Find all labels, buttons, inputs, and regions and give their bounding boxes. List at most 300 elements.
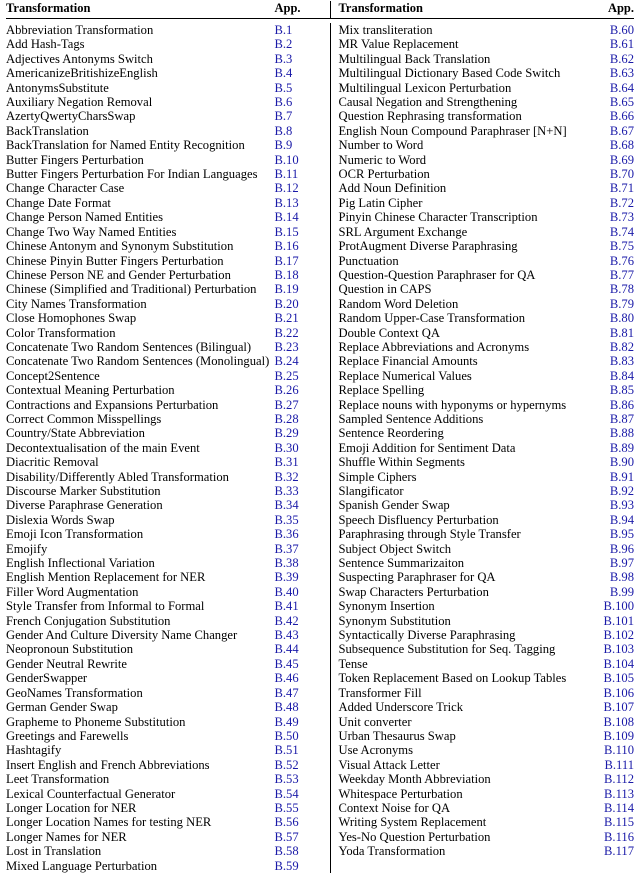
transformation-name: Use Acronyms [338,743,413,758]
transformation-name: AmericanizeBritishizeEnglish [6,66,158,81]
appendix-link[interactable]: B.38 [274,556,299,571]
table-row [6,686,330,700]
table-row [338,311,634,325]
appendix-link[interactable]: B.18 [274,267,299,282]
transformation-name: Change Date Format [6,195,111,210]
table-row [338,167,634,181]
appendix-link[interactable]: B.42 [274,613,299,628]
transformation-name: Leet Transformation [6,772,110,787]
table-row [6,498,330,512]
appendix-link[interactable]: B.116 [604,829,634,844]
table-row [338,196,634,210]
table-row [338,758,634,772]
appendix-link[interactable]: B.40 [274,584,299,599]
transformation-name: Synonym Substitution [338,613,451,628]
appendix-link[interactable]: B.63 [609,66,634,81]
table-row [338,801,634,815]
table-row [338,412,634,426]
appendix-link[interactable]: B.103 [603,642,634,657]
appendix-link[interactable]: B.106 [603,685,634,700]
transformation-name: Tense [338,656,368,671]
appendix-link[interactable]: B.46 [274,671,299,686]
table-row [6,743,330,757]
appendix-link[interactable]: B.115 [604,815,634,830]
table-row [6,326,330,340]
appendix-link[interactable]: B.66 [609,109,634,124]
appendix-link[interactable]: B.98 [609,570,634,585]
transformation-name: Question in CAPS [338,282,432,297]
table-row [6,628,330,642]
appendix-link[interactable]: B.39 [274,570,299,585]
table-row [6,181,330,195]
table-row [338,498,634,512]
transformation-name: Emoji Addition for Sentiment Data [338,440,516,455]
table-row [338,642,634,656]
table-row [6,412,330,426]
transformation-name: Sentence Reordering [338,426,444,441]
table-row [6,859,330,873]
transformation-name: Neopronoun Substitution [6,642,133,657]
transformation-name: Greetings and Farewells [6,728,129,743]
appendix-link[interactable]: B.108 [603,714,634,729]
table-row [338,426,634,440]
transformation-name: Filler Word Augmentation [6,584,139,599]
appendix-link[interactable]: B.45 [274,656,299,671]
appendix-link[interactable]: B.7 [274,109,293,124]
transformation-name: Chinese (Simplified and Traditional) Perturbation [6,282,257,297]
appendix-link[interactable]: B.8 [274,123,293,138]
transformation-name: Grapheme to Phoneme Substitution [6,714,186,729]
appendix-link[interactable]: B.67 [609,123,634,138]
table-row [6,354,330,368]
transformation-name: Numeric to Word [338,152,427,167]
appendix-link[interactable]: B.20 [274,296,299,311]
appendix-link[interactable]: B.61 [609,37,634,52]
appendix-link[interactable]: B.52 [274,757,299,772]
table-row [338,354,634,368]
table-row [338,52,634,66]
transformation-name: Whitespace Perturbation [338,786,463,801]
transformation-name: Swap Characters Perturbation [338,584,489,599]
appendix-link[interactable]: B.95 [609,527,634,542]
transformation-name: Change Two Way Named Entities [6,224,177,239]
transformation-name: OCR Perturbation [338,167,430,182]
appendix-link[interactable]: B.79 [609,296,634,311]
appendix-link[interactable]: B.78 [609,282,634,297]
appendix-link[interactable]: B.22 [274,325,299,340]
appendix-link[interactable]: B.1 [274,23,293,37]
appendix-link[interactable]: B.9 [274,138,293,153]
transformation-name: Replace Abbreviations and Acronyms [338,339,530,354]
table-row [6,570,330,584]
appendix-link[interactable]: B.2 [274,37,293,52]
transformation-name: Change Person Named Entities [6,210,164,225]
appendix-link[interactable]: B.54 [274,786,299,801]
transformation-name: Concept2Sentence [6,368,100,383]
appendix-link[interactable]: B.96 [609,541,634,556]
table-row [6,167,330,181]
appendix-link[interactable]: B.110 [604,743,634,758]
appendix-link[interactable]: B.86 [609,397,634,412]
appendix-link[interactable]: B.5 [274,80,293,95]
table-row [338,369,634,383]
transformation-name: Contractions and Expansions Perturbation [6,397,219,412]
transformation-name: Correct Common Misspellings [6,411,162,426]
table-row [338,95,634,109]
transformation-name: Chinese Person NE and Gender Perturbation [6,267,231,282]
table-row [338,729,634,743]
appendix-link[interactable]: B.100 [603,599,634,614]
appendix-link[interactable]: B.84 [609,368,634,383]
table-row [6,513,330,527]
transformation-name: Butter Fingers Perturbation For Indian Languages [6,167,258,182]
appendix-link[interactable]: B.14 [274,210,299,225]
transformation-name: Concatenate Two Random Sentences (Monolingual) [6,354,270,369]
table-row [338,715,634,729]
transformation-name: Emoji Icon Transformation [6,527,144,542]
transformation-name: Longer Location Names for testing NER [6,815,212,830]
table-row [6,542,330,556]
table-row [338,513,634,527]
right-column [330,23,634,873]
table-row [6,153,330,167]
table-row [6,787,330,801]
transformation-name: City Names Transformation [6,296,147,311]
appendix-link[interactable]: B.23 [274,339,299,354]
transformation-name: GeoNames Transformation [6,685,143,700]
transformation-name: Replace Numerical Values [338,368,472,383]
appendix-link[interactable]: B.71 [609,181,634,196]
appendix-link[interactable]: B.41 [274,599,299,614]
appendix-link[interactable]: B.102 [603,628,634,643]
table-row [6,109,330,123]
appendix-link[interactable]: B.77 [609,267,634,282]
appendix-link[interactable]: B.49 [274,714,299,729]
appendix-link[interactable]: B.87 [609,411,634,426]
appendix-link[interactable]: B.3 [274,51,293,66]
appendix-link[interactable]: B.93 [609,498,634,513]
appendix-link[interactable]: B.32 [274,469,299,484]
transformation-name: French Conjugation Substitution [6,613,171,628]
transformation-name: Mixed Language Perturbation [6,858,158,873]
transformation-name: Subsequence Substitution for Seq. Tagging [338,642,556,657]
table-header [6,1,634,19]
transformation-name: Added Underscore Trick [338,700,464,715]
transformation-name: Paraphrasing through Style Transfer [338,527,521,542]
transformation-name: Longer Names for NER [6,829,127,844]
appendix-link[interactable]: B.91 [609,469,634,484]
table-row [338,527,634,541]
transformation-name: Insert English and French Abbreviations [6,757,210,772]
appendix-link[interactable]: B.29 [274,426,299,441]
appendix-link[interactable]: B.55 [274,800,299,815]
table-row [6,484,330,498]
table-row [6,671,330,685]
appendix-link[interactable]: B.59 [274,858,299,873]
table-row [338,844,634,858]
table-row [338,138,634,152]
table-row [6,196,330,210]
transformation-name: SRL Argument Exchange [338,224,468,239]
table-row [338,81,634,95]
transformation-name: Contextual Meaning Perturbation [6,383,175,398]
transformation-name: Chinese Pinyin Butter Fingers Perturbation [6,253,224,268]
transformation-name: Visual Attack Letter [338,757,440,772]
transformation-name: Multilingual Dictionary Based Code Switch [338,66,561,81]
table-row [6,599,330,613]
table-row [338,470,634,484]
transformation-name: Token Replacement Based on Lookup Tables [338,671,567,686]
appendix-link[interactable]: B.76 [609,253,634,268]
appendix-link[interactable]: B.4 [274,66,293,81]
table-row [338,297,634,311]
appendix-link[interactable]: B.85 [609,383,634,398]
appendix-link[interactable]: B.56 [274,815,299,830]
table-row [338,383,634,397]
appendix-link[interactable]: B.80 [609,311,634,326]
appendix-link[interactable]: B.117 [604,844,634,859]
transformations-table [6,1,634,873]
table-row [6,66,330,80]
table-row [338,628,634,642]
appendix-link[interactable]: B.25 [274,368,299,383]
appendix-link[interactable]: B.6 [274,95,293,110]
transformation-name: Concatenate Two Random Sentences (Bilingual) [6,339,252,354]
appendix-link[interactable]: B.43 [274,628,299,643]
transformation-name: AzertyQwertyCharsSwap [6,109,136,124]
transformation-name: Number to Word [338,138,424,153]
table-row [338,326,634,340]
appendix-link[interactable]: B.44 [274,642,299,657]
transformation-name: Adjectives Antonyms Switch [6,51,153,66]
table-row [338,599,634,613]
appendix-link[interactable]: B.92 [609,484,634,498]
appendix-link[interactable]: B.82 [609,339,634,354]
table-row [6,657,330,671]
header-transformation-left: Transformation [6,1,91,15]
appendix-link[interactable]: B.62 [609,51,634,66]
transformation-name: Writing System Replacement [338,815,487,830]
appendix-link[interactable]: B.15 [274,224,299,239]
transformation-name: Syntactically Diverse Paraphrasing [338,628,516,643]
appendix-link[interactable]: B.58 [274,844,299,859]
header-app-left: App. [274,1,301,15]
appendix-link[interactable]: B.107 [603,700,634,715]
appendix-link[interactable]: B.51 [274,743,299,758]
appendix-link[interactable]: B.27 [274,397,299,412]
table-row [6,37,330,51]
appendix-link[interactable]: B.17 [274,253,299,268]
transformation-name: Random Word Deletion [338,296,459,311]
transformation-name: English Noun Compound Paraphraser [N+N] [338,123,567,138]
transformation-name: Dislexia Words Swap [6,512,115,527]
appendix-link[interactable]: B.89 [609,440,634,455]
appendix-link[interactable]: B.83 [609,354,634,369]
appendix-link[interactable]: B.94 [609,512,634,527]
appendix-link[interactable]: B.72 [609,195,634,210]
table-row [338,254,634,268]
appendix-link[interactable]: B.48 [274,700,299,715]
table-row [338,585,634,599]
table-row [338,455,634,469]
table-row [6,383,330,397]
appendix-link[interactable]: B.88 [609,426,634,441]
appendix-link[interactable]: B.113 [604,786,634,801]
appendix-link[interactable]: B.21 [274,311,299,326]
table-row [338,340,634,354]
transformation-name: Suspecting Paraphraser for QA [338,570,496,585]
transformation-name: Multilingual Lexicon Perturbation [338,80,512,95]
appendix-link[interactable]: B.34 [274,498,299,513]
appendix-link[interactable]: B.12 [274,181,299,196]
table-row [338,239,634,253]
appendix-link[interactable]: B.10 [274,152,299,167]
table-row [338,23,634,37]
appendix-link[interactable]: B.68 [609,138,634,153]
table-row [6,138,330,152]
appendix-link[interactable]: B.24 [274,354,299,369]
table-row [6,81,330,95]
appendix-link[interactable]: B.114 [604,800,634,815]
transformation-name: Pig Latin Cipher [338,195,423,210]
appendix-link[interactable]: B.65 [609,95,634,110]
appendix-link[interactable]: B.13 [274,195,299,210]
appendix-link[interactable]: B.81 [609,325,634,340]
table-row [6,297,330,311]
table-row [338,398,634,412]
transformation-name: Sampled Sentence Additions [338,411,484,426]
table-row [338,210,634,224]
table-row [6,556,330,570]
appendix-link[interactable]: B.64 [609,80,634,95]
appendix-link[interactable]: B.75 [609,239,634,254]
transformation-name: Random Upper-Case Transformation [338,311,526,326]
appendix-link[interactable]: B.73 [609,210,634,225]
appendix-link[interactable]: B.36 [274,527,299,542]
transformation-name: Color Transformation [6,325,116,340]
table-row [338,109,634,123]
appendix-link[interactable]: B.26 [274,383,299,398]
appendix-link[interactable]: B.111 [604,757,634,772]
table-row [338,556,634,570]
transformation-name: GenderSwapper [6,671,88,686]
header-left [6,1,330,18]
table-row [338,657,634,671]
appendix-link[interactable]: B.31 [274,455,299,470]
appendix-link[interactable]: B.74 [609,224,634,239]
table-row [6,239,330,253]
transformation-name: Decontextualisation of the main Event [6,440,200,455]
transformation-name: Sentence Summarizaiton [338,556,465,571]
table-row [338,570,634,584]
transformation-name: Speech Disfluency Perturbation [338,512,499,527]
table-row [6,124,330,138]
left-column [6,23,330,873]
appendix-link[interactable]: B.112 [604,772,634,787]
transformation-name: Hashtagify [6,743,62,758]
table-row [6,95,330,109]
appendix-link[interactable]: B.47 [274,685,299,700]
table-row [6,52,330,66]
table-row [6,527,330,541]
table-row [6,426,330,440]
appendix-link[interactable]: B.57 [274,829,299,844]
table-row [6,340,330,354]
appendix-link[interactable]: B.101 [603,613,634,628]
table-row [338,282,634,296]
transformation-name: Add Hash-Tags [6,37,85,52]
appendix-link[interactable]: B.104 [603,656,634,671]
table-row [338,772,634,786]
appendix-link[interactable]: B.33 [274,484,299,498]
table-row [6,844,330,858]
table-row [6,23,330,37]
table-row [6,642,330,656]
appendix-link[interactable]: B.90 [609,455,634,470]
transformation-name: Yes-No Question Perturbation [338,829,491,844]
appendix-link[interactable]: B.28 [274,411,299,426]
appendix-link[interactable]: B.16 [274,239,299,254]
appendix-link[interactable]: B.53 [274,772,299,787]
table-row [338,181,634,195]
appendix-link[interactable]: B.69 [609,152,634,167]
appendix-link[interactable]: B.50 [274,728,299,743]
appendix-link[interactable]: B.35 [274,512,299,527]
transformation-name: Slangificator [338,484,404,498]
table-row [6,585,330,599]
transformation-name: Shuffle Within Segments [338,455,465,470]
table-row [338,268,634,282]
transformation-name: Multilingual Back Translation [338,51,491,66]
table-row [338,700,634,714]
appendix-link[interactable]: B.97 [609,556,634,571]
transformation-name: Replace Spelling [338,383,425,398]
transformation-name: Question Rephrasing transformation [338,109,522,124]
appendix-link[interactable]: B.109 [603,728,634,743]
table-row [338,124,634,138]
table-row [6,225,330,239]
appendix-link[interactable]: B.19 [274,282,299,297]
appendix-link[interactable]: B.30 [274,440,299,455]
transformation-name: Country/State Abbreviation [6,426,145,441]
transformation-name: Unit converter [338,714,412,729]
appendix-link[interactable]: B.70 [609,167,634,182]
table-row [6,254,330,268]
appendix-link[interactable]: B.11 [274,167,299,182]
transformation-name: MR Value Replacement [338,37,459,52]
table-row [6,758,330,772]
table-row [338,830,634,844]
table-row [6,614,330,628]
appendix-link[interactable]: B.105 [603,671,634,686]
appendix-link[interactable]: B.37 [274,541,299,556]
transformation-name: Diverse Paraphrase Generation [6,498,163,513]
transformation-name: Close Homophones Swap [6,311,137,326]
table-row [338,484,634,498]
appendix-link[interactable]: B.99 [609,584,634,599]
transformation-name: Butter Fingers Perturbation [6,152,144,167]
transformation-name: Weekday Month Abbreviation [338,772,491,787]
transformation-name: English Inflectional Variation [6,556,155,571]
table-row [6,268,330,282]
table-row [6,700,330,714]
appendix-link[interactable]: B.60 [609,23,634,37]
transformation-name: Gender And Culture Diversity Name Changer [6,628,238,643]
transformation-name: Punctuation [338,253,399,268]
transformation-name: Change Character Case [6,181,125,196]
transformation-name: BackTranslation for Named Entity Recognition [6,138,245,153]
transformation-name: Urban Thesaurus Swap [338,728,456,743]
